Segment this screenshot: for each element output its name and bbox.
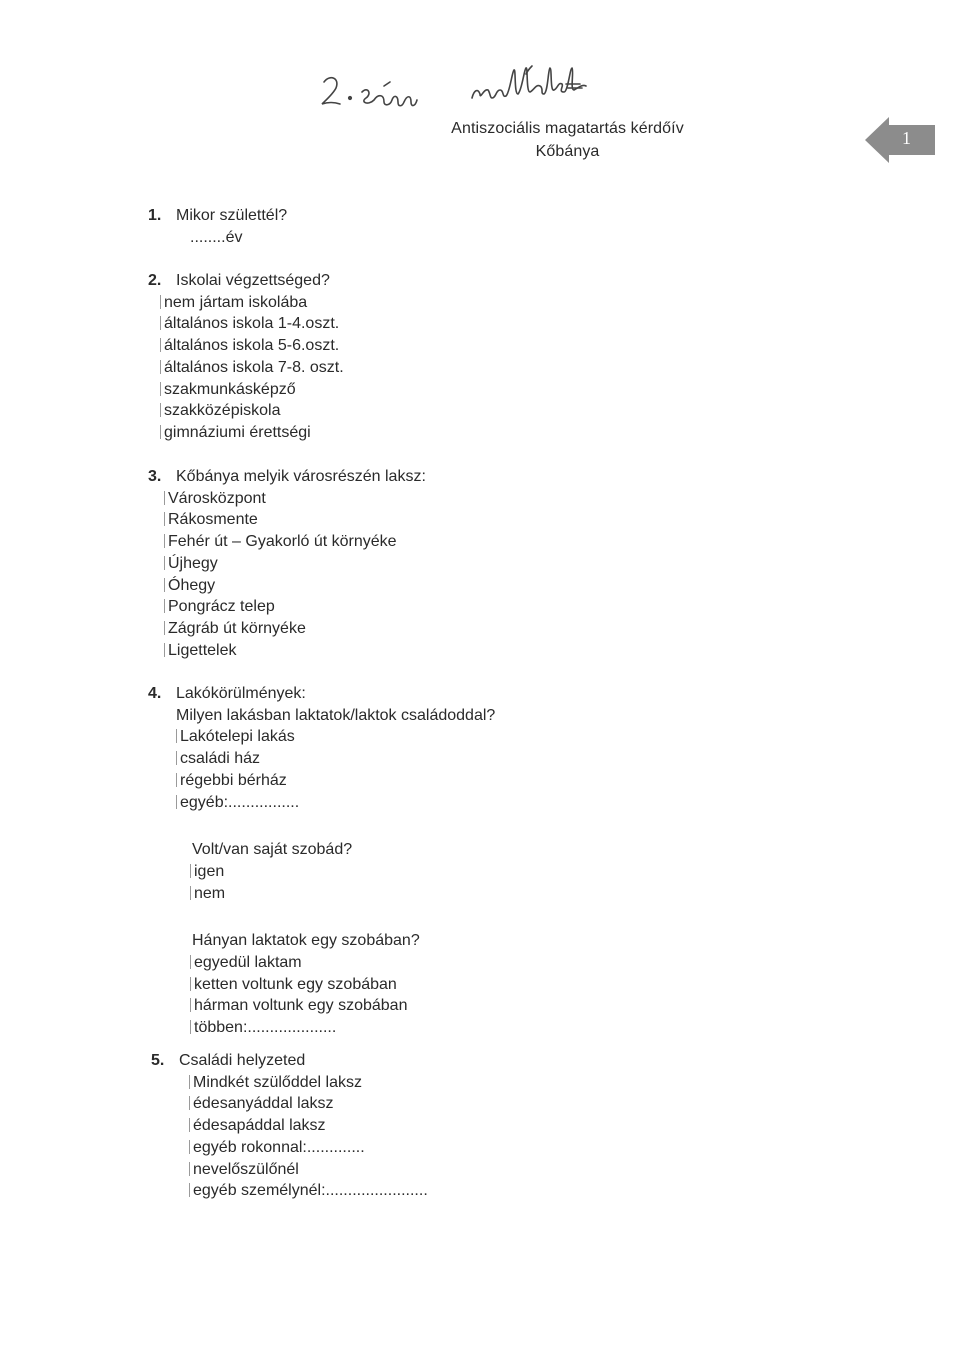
option[interactable]: Újhegy bbox=[168, 553, 426, 575]
handwritten-note bbox=[300, 62, 600, 112]
option[interactable]: régebbi bérház bbox=[180, 770, 495, 792]
option[interactable]: gimnáziumi érettségi bbox=[164, 422, 344, 444]
question-number: 4. bbox=[148, 685, 162, 702]
question-text: Kőbánya melyik városrészén laksz: bbox=[176, 468, 426, 485]
question-3 bbox=[148, 466, 426, 661]
option[interactable]: Rákosmente bbox=[168, 509, 426, 531]
subquestion-text: Volt/van saját szobád? bbox=[192, 841, 353, 859]
question-number: 3. bbox=[148, 468, 162, 485]
option[interactable]: többen:.................... bbox=[194, 1017, 495, 1039]
option[interactable]: egyéb személynél:....................... bbox=[193, 1180, 428, 1202]
document-title: Antiszociális magatartás kérdőív bbox=[451, 120, 684, 137]
question-4 bbox=[148, 683, 496, 1039]
question-number: 1. bbox=[148, 207, 162, 224]
option[interactable]: Városközpont bbox=[168, 488, 426, 510]
subquestion-text: Hányan laktatok egy szobában? bbox=[192, 932, 420, 950]
option[interactable]: Pongrácz telep bbox=[168, 596, 426, 618]
page-tab-arrow-icon bbox=[865, 115, 935, 165]
option[interactable]: nem bbox=[194, 883, 495, 905]
option[interactable]: családi ház bbox=[180, 748, 495, 770]
question-1 bbox=[148, 205, 288, 248]
answer-line: ........év bbox=[190, 228, 243, 246]
option[interactable]: Óhegy bbox=[168, 575, 426, 597]
question-number: 5. bbox=[151, 1052, 165, 1069]
question-text: Családi helyzeted bbox=[179, 1052, 306, 1069]
question-text: Iskolai végzettséged? bbox=[176, 272, 330, 289]
option[interactable]: ketten voltunk egy szobában bbox=[194, 974, 495, 996]
option[interactable]: általános iskola 7-8. oszt. bbox=[164, 357, 344, 379]
question-text: Lakókörülmények: bbox=[176, 685, 306, 702]
option[interactable]: Lakótelepi lakás bbox=[180, 726, 495, 748]
option[interactable]: Ligettelek bbox=[168, 640, 426, 662]
option[interactable]: édesanyáddal laksz bbox=[193, 1093, 428, 1115]
question-text: Mikor születtél? bbox=[176, 207, 288, 224]
question-number: 2. bbox=[148, 272, 162, 289]
question-5 bbox=[151, 1050, 428, 1202]
option[interactable]: szakközépiskola bbox=[164, 400, 344, 422]
page-number: 1 bbox=[902, 128, 911, 148]
option[interactable]: egyéb:................ bbox=[180, 792, 495, 814]
option[interactable]: általános iskola 1-4.oszt. bbox=[164, 313, 344, 335]
option[interactable]: Zágráb út környéke bbox=[168, 618, 426, 640]
option[interactable]: hárman voltunk egy szobában bbox=[194, 995, 495, 1017]
option[interactable]: igen bbox=[194, 861, 495, 883]
question-2 bbox=[148, 270, 344, 444]
document-subtitle: Kőbánya bbox=[535, 143, 600, 160]
option[interactable]: nem jártam iskolába bbox=[164, 292, 344, 314]
option[interactable]: édesapáddal laksz bbox=[193, 1115, 428, 1137]
option[interactable]: egyéb rokonnal:............. bbox=[193, 1137, 428, 1159]
option[interactable]: nevelőszülőnél bbox=[193, 1159, 428, 1181]
option[interactable]: Mindkét szülőddel laksz bbox=[193, 1072, 428, 1094]
option[interactable]: Fehér út – Gyakorló út környéke bbox=[168, 531, 426, 553]
option[interactable]: egyedül laktam bbox=[194, 952, 495, 974]
subquestion-text: Milyen lakásban laktatok/laktok családoddal? bbox=[176, 706, 496, 724]
option[interactable]: általános iskola 5-6.oszt. bbox=[164, 335, 344, 357]
option[interactable]: szakmunkásképző bbox=[164, 379, 344, 401]
